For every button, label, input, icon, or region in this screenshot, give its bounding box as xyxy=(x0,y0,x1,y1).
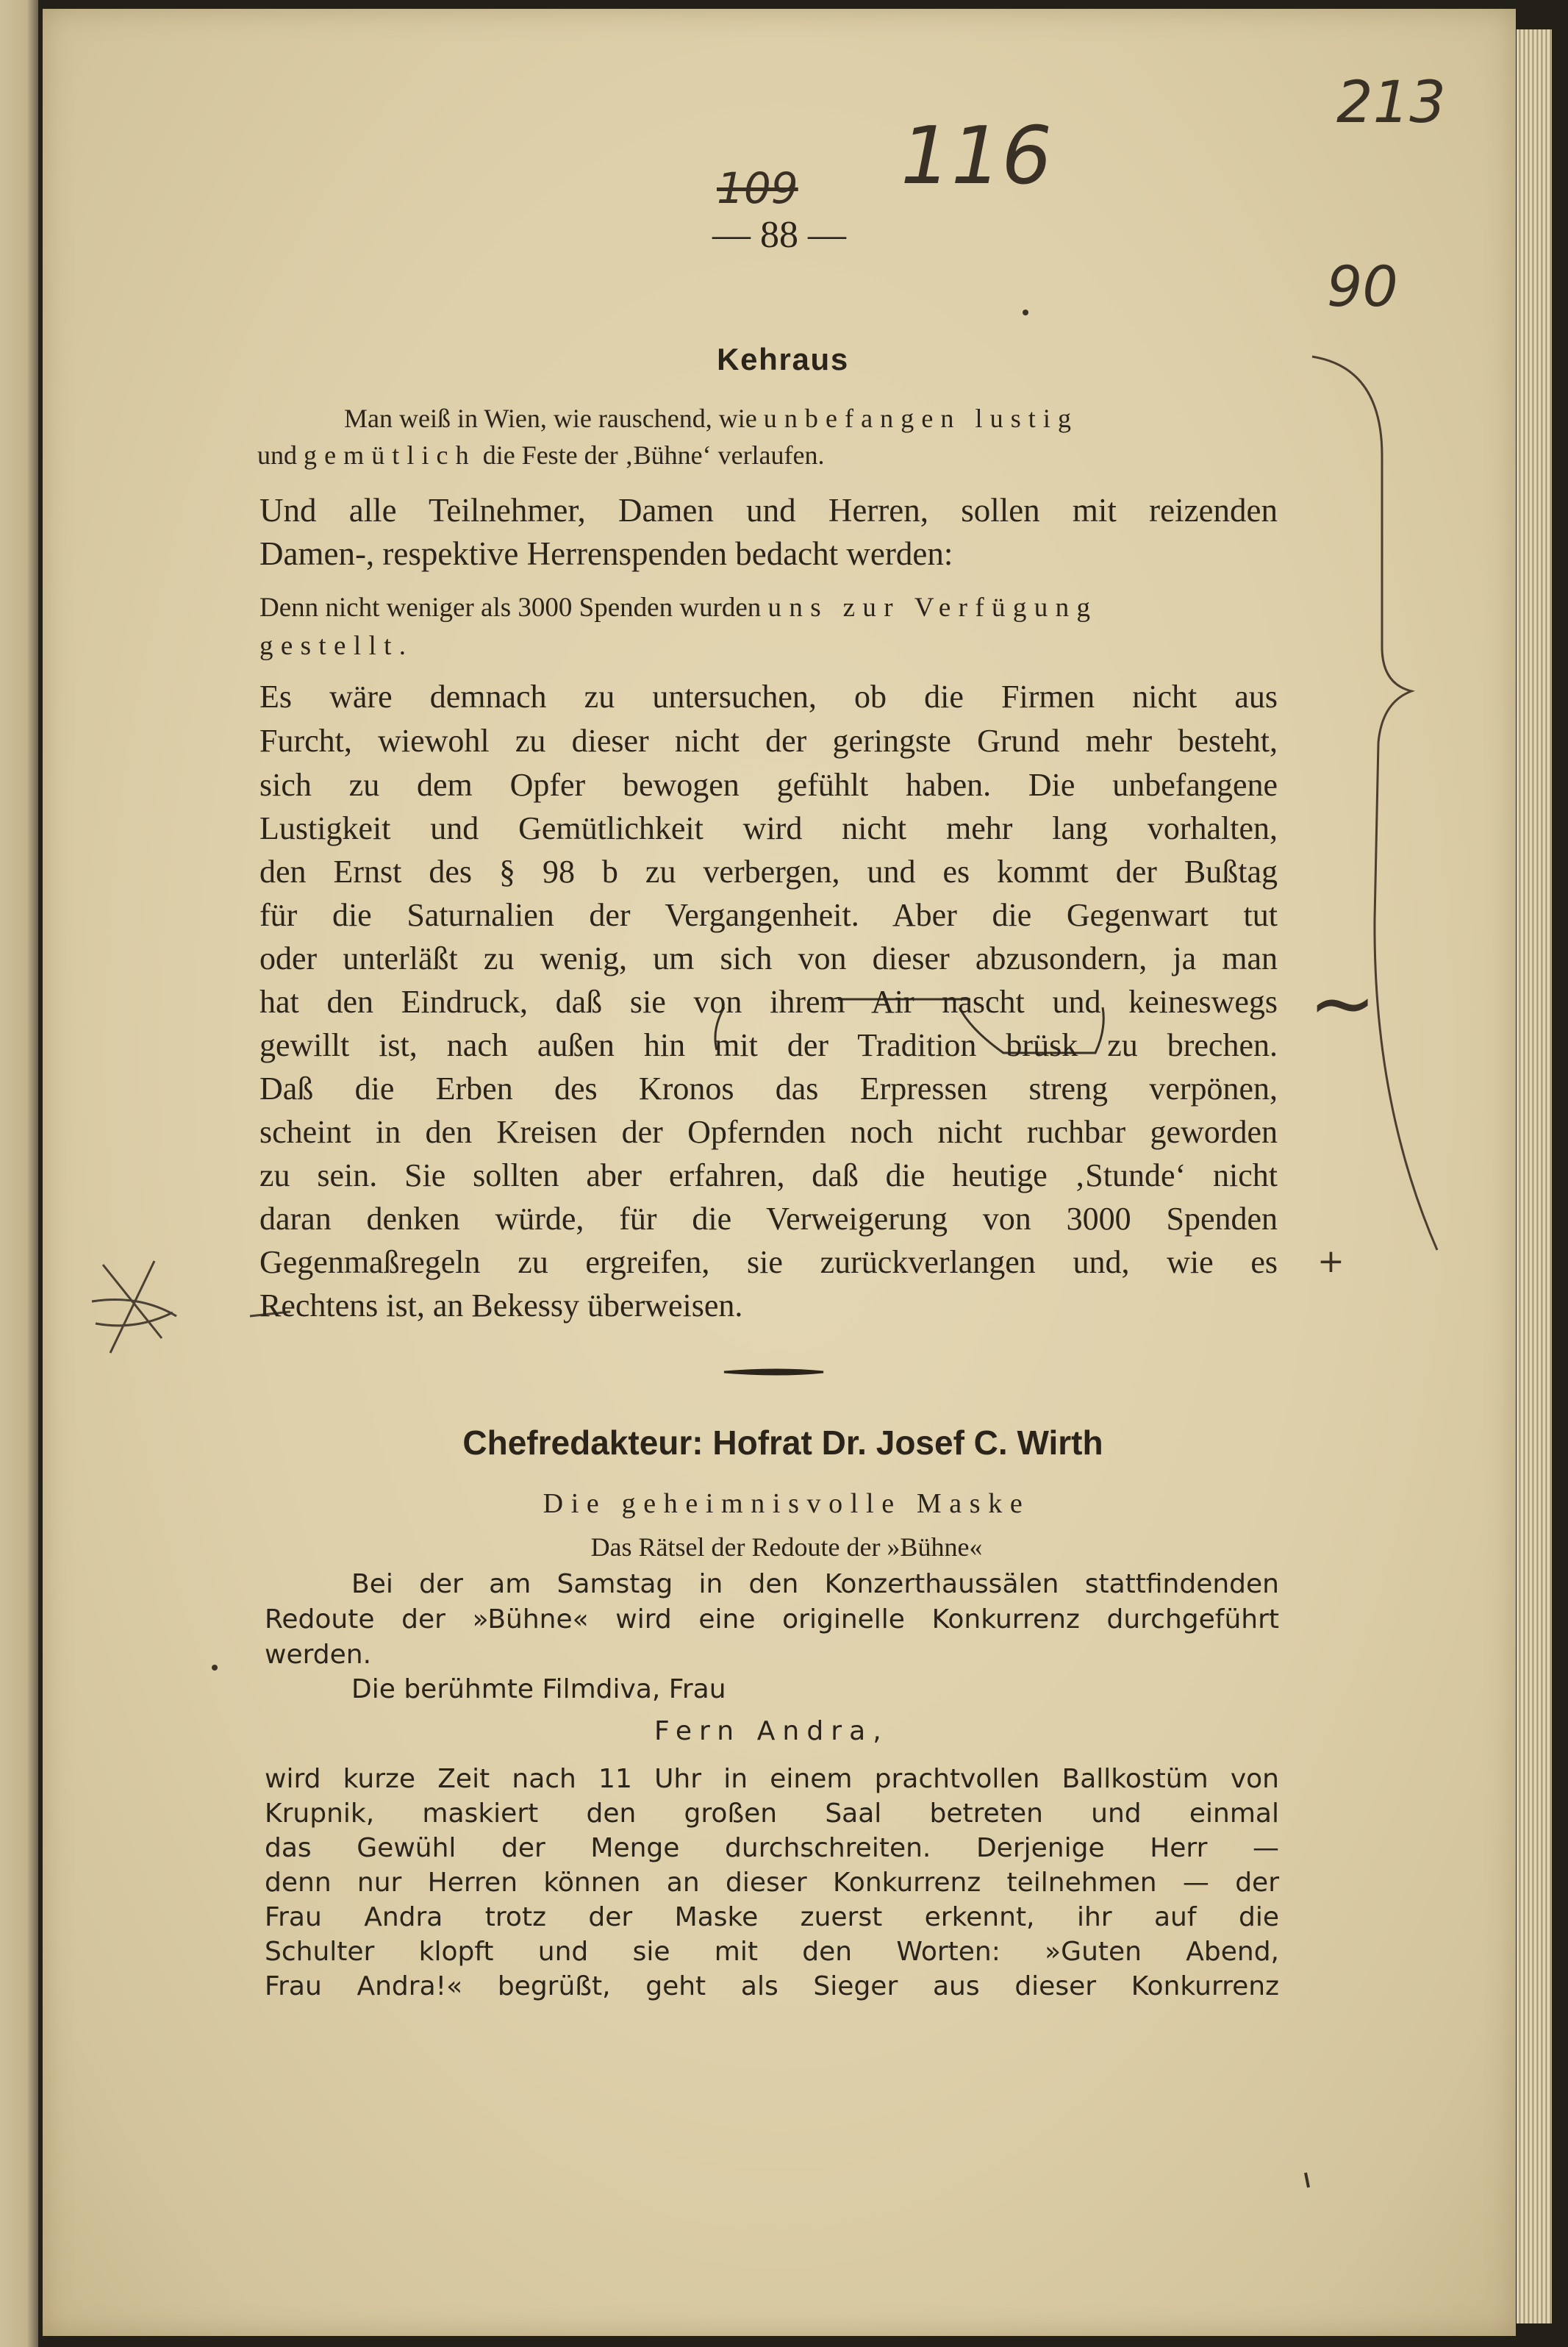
ad-line: Krupnik, maskiert den großen Saal betreten und einmal xyxy=(265,1798,1279,1829)
statement-line-1: Und alle Teilnehmer, Damen und Herren, sollen mit reizenden xyxy=(259,492,1278,529)
ad-line: Die berühmte Filmdiva, Frau xyxy=(351,1674,726,1704)
intro-spaced-text: unbefangen lustig xyxy=(763,404,1079,433)
paragraph-line: zu sein. Sie sollten aber erfahren, daß die heutige ‚Stunde‘ nicht xyxy=(259,1157,1278,1193)
ad-line: Schulter klopft und sie mit den Worten: »Guten Abend, xyxy=(265,1937,1279,1967)
ink-dot xyxy=(1023,310,1028,315)
paragraph-line: gewillt ist, nach außen hin mit der Tradition brüsk zu brechen. xyxy=(259,1027,1278,1063)
paragraph-line: daran denken würde, für die Verweigerung von 3000 Spenden xyxy=(259,1201,1278,1237)
new-folio-number: 116 xyxy=(901,110,1053,202)
quote-line-2: gestellt. xyxy=(259,631,414,661)
quote-line-1 xyxy=(259,592,1098,624)
paragraph-line-last: Rechtens ist, an Bekessy überweisen. xyxy=(259,1287,743,1323)
paragraph-line: Furcht, wiewohl zu dieser nicht der geringste Grund mehr besteht, xyxy=(259,723,1278,759)
ink-dot-2 xyxy=(212,1665,218,1671)
margin-brace xyxy=(1312,357,1437,1250)
paragraph-line: oder unterläßt zu wenig, um sich von dieser abzusondern, ja man xyxy=(259,940,1278,976)
paragraph-line: Lustigkeit und Gemütlichkeit wird nicht mehr lang vorhalten, xyxy=(259,810,1278,846)
paragraph-line: Daß die Erben des Kronos das Erpressen streng verpönen, xyxy=(259,1071,1278,1107)
archive-number: 213 xyxy=(1336,70,1446,136)
advertisement-subtitle-2: Das Rätsel der Redoute der »Bühne« xyxy=(590,1532,983,1562)
ad-line: Bei der am Samstag in den Konzerthaussälen stattfindenden xyxy=(351,1569,1279,1599)
margin-tilde: ~ xyxy=(1309,956,1377,1050)
paragraph-line: sich zu dem Opfer bewogen gefühlt haben. Die unbefangene xyxy=(259,767,1278,803)
ad-name-line: Fern Andra, xyxy=(654,1716,889,1746)
intro-text: Man weiß in Wien, wie rauschend, wie xyxy=(344,404,764,433)
page-number: — 88 — xyxy=(712,214,846,256)
intro-line-2 xyxy=(257,440,825,471)
ad-line: Frau Andra!« begrüßt, geht als Sieger aus dieser Konkurrenz xyxy=(265,1971,1279,2001)
intro-spaced-text: gemütlich xyxy=(304,440,476,470)
paragraph-line: für die Saturnalien der Vergangenheit. Aber die Gegenwart tut xyxy=(259,897,1278,933)
ad-line: Frau Andra trotz der Maske zuerst erkennt, ihr auf die xyxy=(265,1902,1279,1932)
section-separator xyxy=(724,1370,823,1374)
intro-text: die Feste der ‚Bühne‘ verlaufen. xyxy=(476,440,825,470)
ad-line: denn nur Herren können an dieser Konkurrenz teilnehmen — der xyxy=(265,1868,1279,1898)
statement-line-2: Damen-, respektive Herrenspenden bedacht werden: xyxy=(259,535,953,572)
quote-spaced-text: uns zur Verfügung xyxy=(767,593,1098,623)
margin-number: 90 xyxy=(1327,254,1398,319)
paragraph-line: scheint in den Kreisen der Opfernden noch nicht ruchbar geworden xyxy=(259,1114,1278,1150)
margin-plus: + xyxy=(1317,1243,1345,1280)
advertisement-subtitle: Die geheimnisvolle Maske xyxy=(543,1488,1031,1519)
ad-line: werden. xyxy=(265,1640,372,1670)
ink-tick xyxy=(1306,2173,1309,2187)
paragraph-line: Gegenmaßregeln zu ergreifen, sie zurückverlangen und, wie es xyxy=(259,1244,1278,1280)
margin-scribble xyxy=(92,1261,176,1353)
old-folio-number: 109 xyxy=(717,163,798,213)
paragraph-line: Es wäre demnach zu untersuchen, ob die Firmen nicht aus xyxy=(259,679,1278,715)
ad-line: Redoute der »Bühne« wird eine originelle Konkurrenz durchgeführt xyxy=(265,1604,1279,1635)
ad-line: das Gewühl der Menge durchschreiten. Derjenige Herr — xyxy=(265,1833,1279,1863)
intro-text: und xyxy=(257,440,304,470)
intro-line-1 xyxy=(344,403,1078,434)
ad-line: wird kurze Zeit nach 11 Uhr in einem prachtvollen Ballkostüm von xyxy=(265,1764,1279,1794)
article-title: Kehraus xyxy=(717,342,849,376)
advertisement-heading: Chefredakteur: Hofrat Dr. Josef C. Wirth xyxy=(462,1423,1103,1462)
quote-text: Denn nicht weniger als 3000 Spenden wurden xyxy=(259,593,768,623)
paragraph-line: hat den Eindruck, daß sie von ihrem Air nascht und keineswegs xyxy=(259,984,1278,1020)
paragraph-line: den Ernst des § 98 b zu verbergen, und es kommt der Bußtag xyxy=(259,854,1278,890)
